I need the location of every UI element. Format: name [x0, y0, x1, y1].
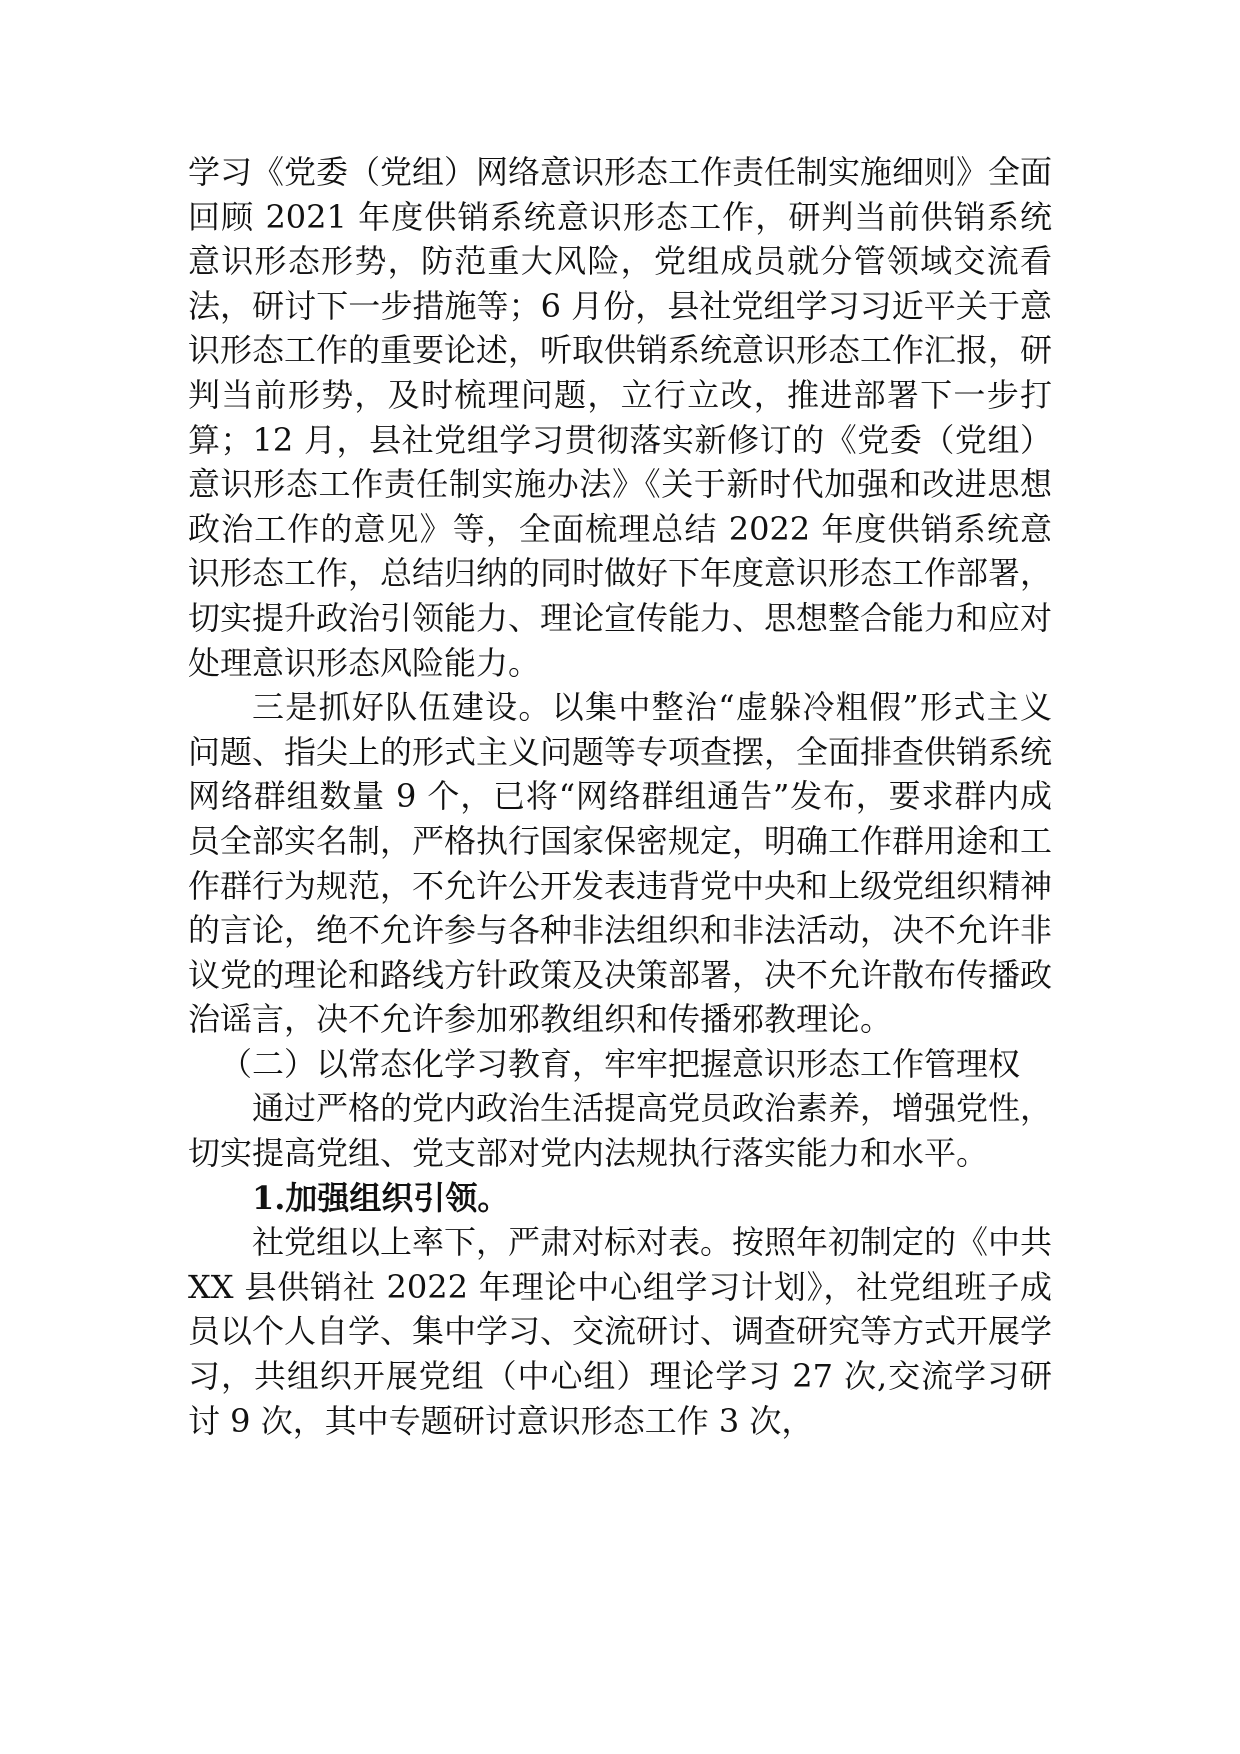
- paragraph-team-building: 三是抓好队伍建设。以集中整治“虚躲冷粗假”形式主义问题、指尖上的形式主义问题等专项查摆，全面排查供销系统网络群组数量 9 个，已将“网络群组通告”发布，要求群内成员全部实名制，严格执行国家保密规定，明确工作群用途和工作群行为规范，不允许公开发表违背党中央和上级党组织精神的言论，绝不允许参与各种非法组织和非法活动，决不允许非议党的理论和路线方针政策及决策部署，决不允许散布传播政治谣言，决不允许参加邪教组织和传播邪教理论。: [188, 688, 1053, 1039]
- section-heading-2: （二）以常态化学习教育，牢牢把握意识形态工作管理权: [220, 1044, 1021, 1083]
- paragraph-party-life: 通过严格的党内政治生活提高党员政治素养，增强党性，切实提高党组、党支部对党内法规执行落实能力和水平。: [188, 1089, 1053, 1173]
- document-body: [188, 150, 1052, 1443]
- paragraph-study-plan: 社党组以上率下，严肃对标对表。按照年初制定的《中共 XX 县供销社 2022 年理论中心组学习计划》，社党组班子成员以个人自学、集中学习、交流研讨、调查研究等方式开展学习，共组织开展党组（中心组）理论学习 27 次,交流学习研讨 9 次，其中专题研讨意识形态工作 3 次，: [188, 1223, 1053, 1440]
- subheading-organization-lead: 1.加强组织引领。: [252, 1178, 510, 1217]
- paragraph-study-review: 学习《党委（党组）网络意识形态工作责任制实施细则》全面回顾 2021 年度供销系统意识形态工作，研判当前供销系统意识形态形势，防范重大风险，党组成员就分管领域交流看法，研讨下一步措施等；6 月份，县社党组学习习近平关于意识形态工作的重要论述，听取供销系统意识形态工作汇报，研判当前形势，及时梳理问题，立行立改，推进部署下一步打算；12 月，县社党组学习贯彻落实新修订的《党委（党组）意识形态工作责任制实施办法》《关于新时代加强和改进思想政治工作的意见》等，全面梳理总结 2022 年度供销系统意识形态工作，总结归纳的同时做好下年度意识形态工作部署，切实提升政治引领能力、理论宣传能力、思想整合能力和应对处理意识形态风险能力。: [188, 153, 1053, 682]
